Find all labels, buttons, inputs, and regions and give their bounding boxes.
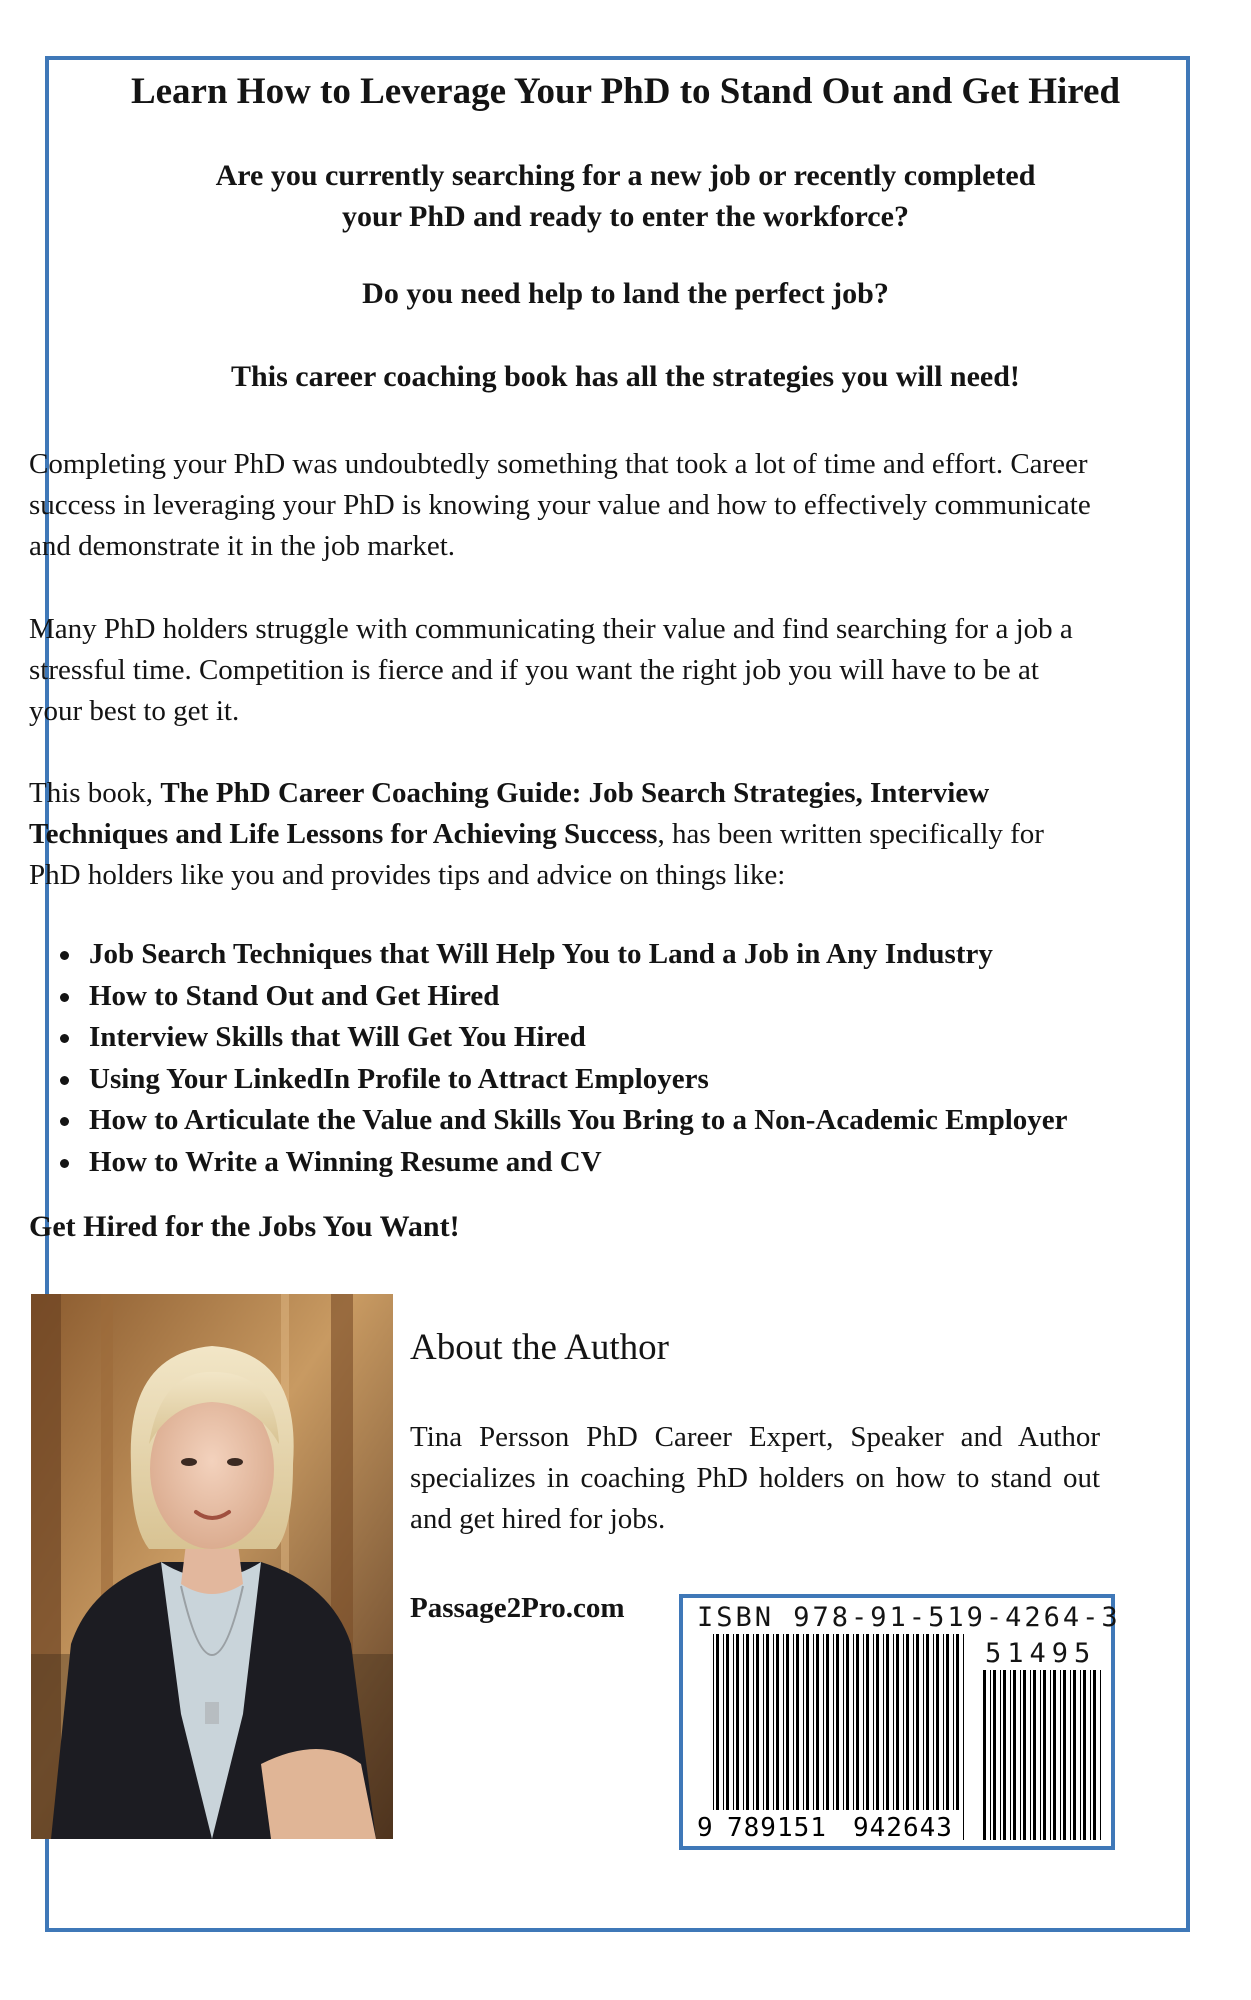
topic-item: How to Write a Winning Resume and CV: [60, 1142, 1120, 1184]
author-photo: [31, 1294, 393, 1839]
topic-item: Job Search Techniques that Will Help You to Land a Job in Any Industry: [60, 934, 1120, 976]
book-title: The PhD Career Coaching Guide: Job Search Strategies, Interview Techniques and Life Lessons for Achieving Success: [29, 777, 990, 850]
call-to-action: Get Hired for the Jobs You Want!: [29, 1210, 460, 1243]
barcode-digit-first: 9: [697, 1813, 713, 1843]
barcode-graphic: [683, 1598, 1111, 1846]
question-2: Do you need help to land the perfect job?: [362, 277, 889, 310]
about-author-bio: Tina Persson PhD Career Expert, Speaker and Author specializes in coaching PhD holders on how to stand out and get hired for jobs.: [410, 1421, 1100, 1535]
question-1: [0, 155, 1251, 237]
question-1-line-1: Are you currently searching for a new job or recently completed: [215, 159, 1036, 192]
topic-list: [60, 934, 1120, 1183]
author-website: Passage2Pro.com: [410, 1592, 625, 1624]
question-3: This career coaching book has all the strategies you will need!: [231, 360, 1020, 393]
topic-item: How to Stand Out and Get Hired: [60, 976, 1120, 1018]
barcode-main-bars: [713, 1634, 964, 1840]
isbn-barcode: [679, 1594, 1121, 1850]
question-1-line-2: your PhD and ready to enter the workforce?: [342, 200, 909, 233]
isbn-label: ISBN 978-91-519-4264-3: [697, 1602, 1121, 1633]
barcode-addon-number: 51495: [985, 1638, 1097, 1669]
paragraph-3: [29, 773, 1099, 896]
headline: Learn How to Leverage Your PhD to Stand Out and Get Hired: [130, 71, 1121, 112]
paragraph-1: Completing your PhD was undoubtedly something that took a lot of time and effort. Career success in leveraging your PhD is knowing your value and how to effectively communicate and demonstrate it in the job market.: [29, 448, 1091, 562]
paragraph-3-lead: This book,: [29, 777, 161, 809]
barcode-digits-right: 942643: [853, 1813, 953, 1843]
topic-item: Using Your LinkedIn Profile to Attract Employers: [60, 1059, 1120, 1101]
topic-item: Interview Skills that Will Get You Hired: [60, 1017, 1120, 1059]
barcode-digits-left: 789151: [727, 1813, 827, 1843]
barcode-addon-bars: [983, 1670, 1101, 1840]
paragraph-3-tail: , has been written specifically for PhD holders like you and provides tips and advice on things like:: [29, 818, 1044, 891]
about-author-title: About the Author: [410, 1327, 669, 1368]
topic-item: How to Articulate the Value and Skills You Bring to a Non-Academic Employer: [60, 1100, 1120, 1142]
paragraph-2: Many PhD holders struggle with communicating their value and find searching for a job a stressful time. Competition is fierce and if you want the right job you will have to be at your best to get it.: [29, 613, 1073, 727]
